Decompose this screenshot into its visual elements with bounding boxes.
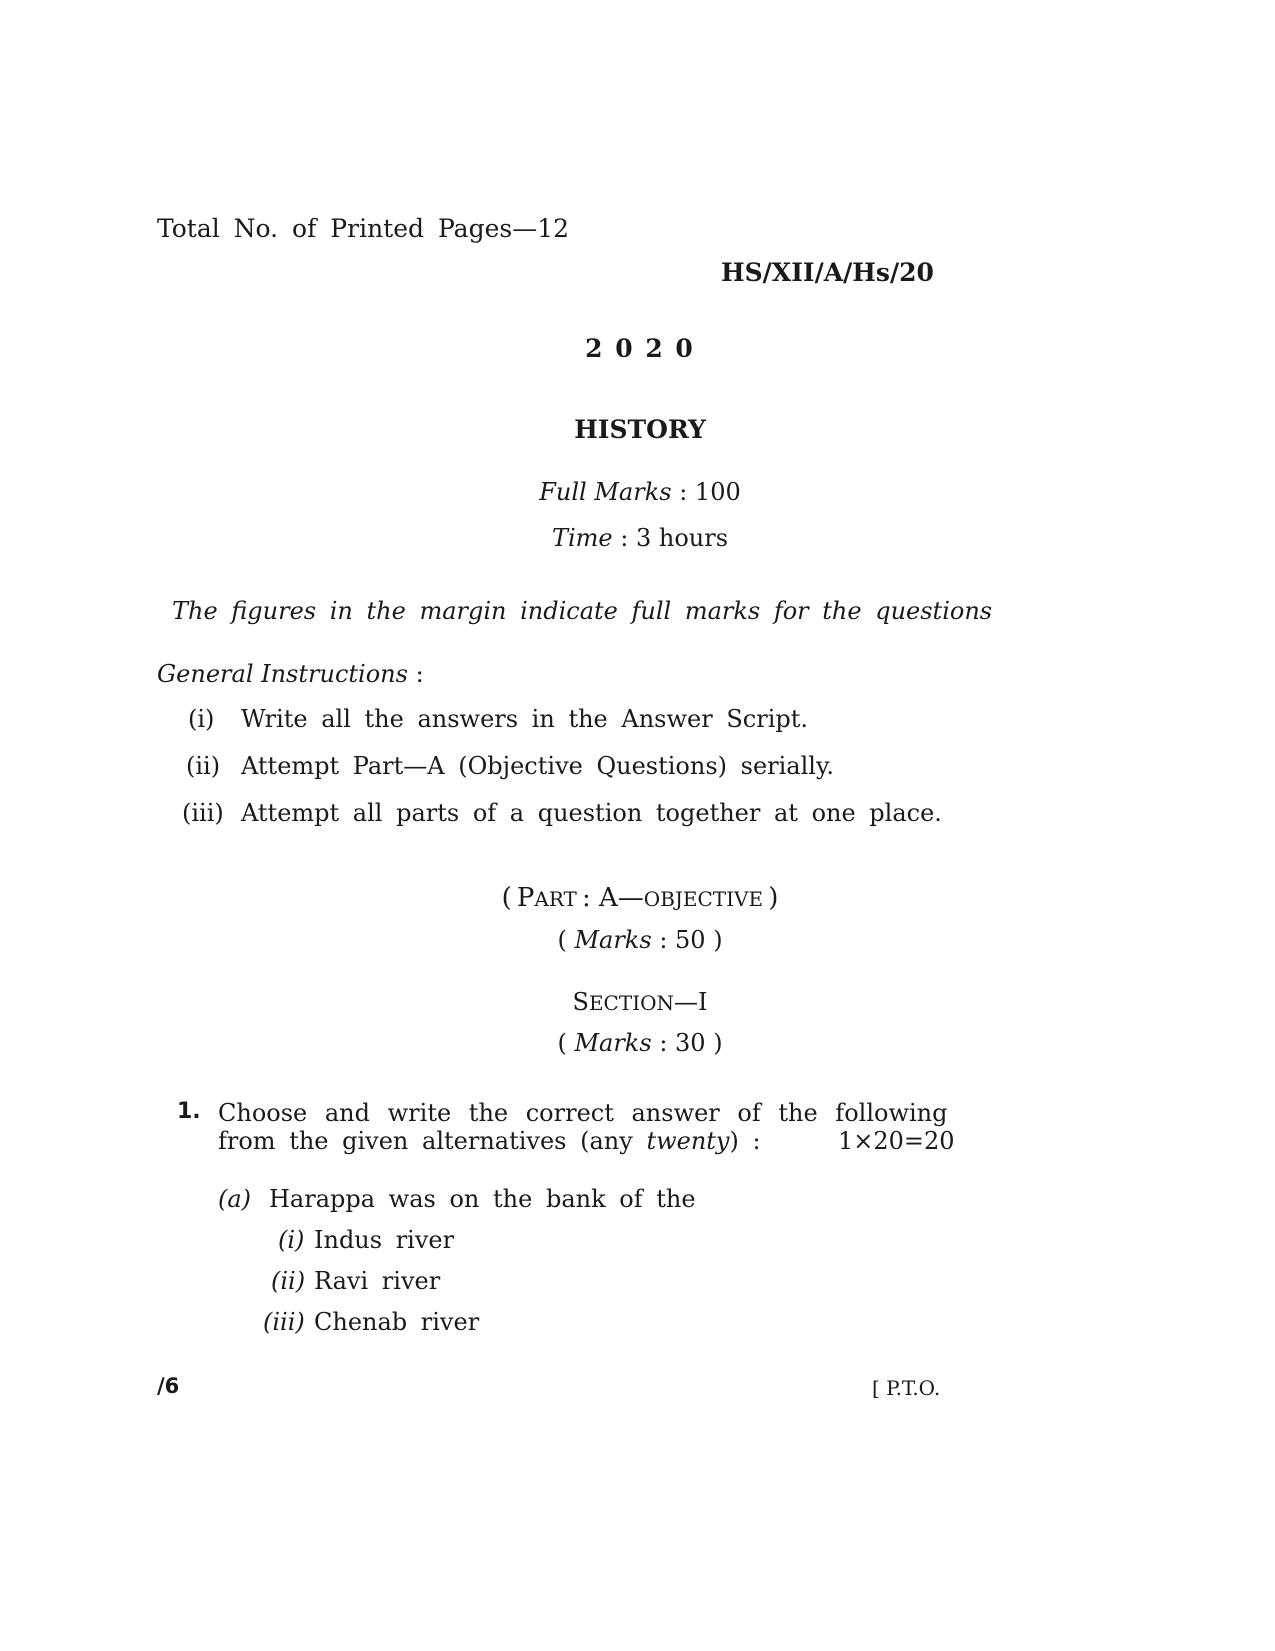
- option-number: (i): [278, 1226, 305, 1254]
- option-number: (ii): [271, 1267, 306, 1295]
- option-text: Indus river: [314, 1226, 455, 1254]
- time-allowed: [140, 524, 1140, 552]
- option-text: Ravi river: [314, 1267, 441, 1295]
- section-heading: [140, 988, 1140, 1016]
- part-close-paren: ): [768, 883, 779, 913]
- question-text-italic: twenty: [646, 1127, 730, 1155]
- exam-year: 2 0 2 0: [585, 334, 695, 363]
- question-text-pre: from the given alternatives (any: [218, 1127, 633, 1155]
- full-marks-value: : 100: [679, 478, 741, 506]
- question-marks: 1×20=20: [838, 1127, 955, 1155]
- printed-pages-count: Total No. of Printed Pages—12: [157, 214, 570, 243]
- section-marks-label: Marks: [574, 1029, 652, 1057]
- full-marks-label: Full Marks: [539, 478, 672, 506]
- section-marks: [140, 1029, 1140, 1057]
- part-separator: : A—: [581, 883, 644, 913]
- part-heading: [140, 883, 1140, 913]
- question-number: 1.: [177, 1099, 201, 1124]
- part-marks-open: (: [557, 926, 567, 954]
- part-marks-value: : 50 ): [659, 926, 723, 954]
- instructions-heading-text: General Instructions: [157, 660, 408, 688]
- part-open-paren: (: [501, 883, 512, 913]
- option-number: (iii): [263, 1308, 305, 1336]
- sub-question-label: (a): [218, 1185, 252, 1213]
- full-marks: [140, 478, 1140, 506]
- section-marks-value: : 30 ): [659, 1029, 723, 1057]
- part-marks-label: Marks: [574, 926, 652, 954]
- paper-code: HS/XII/A/Hs/20: [721, 258, 934, 287]
- question-text-line1: Choose and write the correct answer of the following: [218, 1099, 948, 1127]
- part-marks: [140, 926, 1140, 954]
- instruction-text: Write all the answers in the Answer Script.: [241, 705, 808, 733]
- instructions-heading: [157, 660, 424, 688]
- part-objective: OBJECTIVE: [643, 887, 764, 911]
- option-text: Chenab river: [314, 1308, 480, 1336]
- sub-question-text: Harappa was on the bank of the: [269, 1185, 696, 1213]
- instruction-number: (iii): [182, 799, 224, 827]
- part-initial: P: [516, 883, 535, 913]
- instruction-text: Attempt all parts of a question together at one place.: [241, 799, 942, 827]
- subject-title: HISTORY: [574, 415, 706, 444]
- section-rest: ECTION: [588, 991, 674, 1015]
- question-text-post: ) :: [729, 1127, 761, 1155]
- instruction-text: Attempt Part—A (Objective Questions) serially.: [241, 752, 834, 780]
- instruction-number: (ii): [186, 752, 221, 780]
- section-initial: S: [572, 988, 589, 1016]
- instructions-heading-colon: :: [415, 660, 424, 688]
- section-number: —I: [674, 988, 708, 1016]
- section-marks-open: (: [557, 1029, 567, 1057]
- instruction-number: (i): [188, 705, 215, 733]
- margin-note: The figures in the margin indicate full marks for the questions: [172, 597, 993, 625]
- question-text-line2: [218, 1127, 761, 1155]
- time-value: : 3 hours: [620, 524, 729, 552]
- time-label: Time: [551, 524, 613, 552]
- footer-pto: [ P.T.O.: [872, 1376, 941, 1400]
- footer-page-marker: /6: [157, 1374, 180, 1398]
- part-rest: ART: [534, 887, 577, 911]
